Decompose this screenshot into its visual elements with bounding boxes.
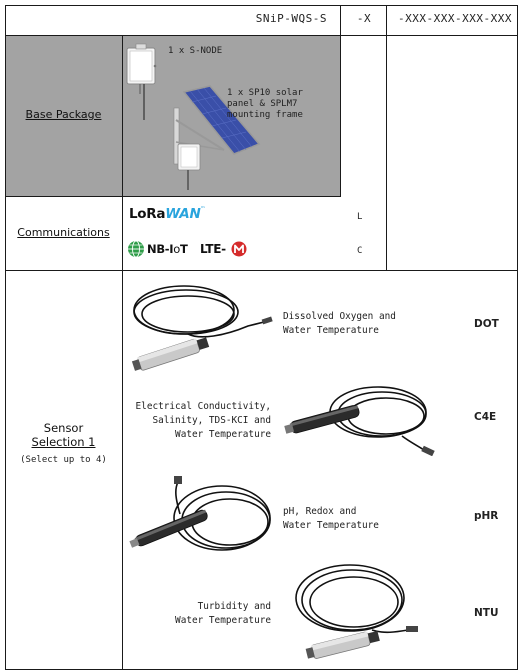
dissolved-oxygen-sensor-image	[128, 278, 278, 388]
lorawan-logo: LoRaWAN™	[129, 206, 206, 222]
sensor-section-title: Sensor	[43, 421, 84, 435]
phr-code: pHR	[474, 510, 499, 522]
c4e-sensor-line3: Water Temperature	[175, 429, 271, 440]
cellular-option-code: C	[357, 246, 363, 256]
snode-caption: 1 x S-NODE	[168, 46, 223, 56]
c4e-sensor-line2: Salinity, TDS-KCI and	[152, 415, 271, 426]
nbiot-globe-icon	[127, 240, 145, 258]
option-rest-code: -XXX-XXX-XXX-XXX	[398, 12, 512, 25]
c4e-code: C4E	[474, 411, 497, 423]
phr-sensor-line2: Water Temperature	[283, 520, 379, 531]
option-x-code: -X	[356, 12, 372, 25]
lora-option-code: L	[357, 212, 363, 222]
sensor-section-subtitle: Selection 1	[31, 435, 96, 449]
conductivity-sensor-image	[282, 376, 440, 456]
communications-label: Communications	[17, 226, 110, 239]
ltem-m-icon	[231, 241, 247, 257]
ntu-sensor-line2: Water Temperature	[175, 615, 271, 626]
solar-caption-line2: panel & SPLM7	[227, 99, 298, 109]
model-code: SNiP-WQS-S	[255, 12, 327, 25]
ph-redox-sensor-image	[128, 474, 276, 570]
ntu-sensor-line1: Turbidity and	[197, 601, 271, 612]
nbiot-logo-text: NB-IoT	[147, 242, 188, 256]
dot-code: DOT	[474, 318, 499, 330]
turbidity-sensor-image	[292, 562, 426, 666]
ntu-code: NTU	[474, 607, 499, 619]
base-package-label: Base Package	[25, 108, 102, 121]
dot-sensor-line1: Dissolved Oxygen and	[283, 311, 396, 322]
solar-caption-line1: 1 x SP10 solar	[227, 88, 303, 98]
solar-caption-line3: mounting frame	[227, 110, 303, 120]
ltem-logo-text: LTE-	[200, 242, 226, 256]
snode-enclosure-icon	[124, 42, 160, 122]
dot-sensor-line2: Water Temperature	[283, 325, 379, 336]
sensor-selection-note: (Select up to 4)	[20, 455, 107, 465]
c4e-sensor-line1: Electrical Conductivity,	[135, 401, 271, 412]
phr-sensor-line1: pH, Redox and	[283, 506, 357, 517]
